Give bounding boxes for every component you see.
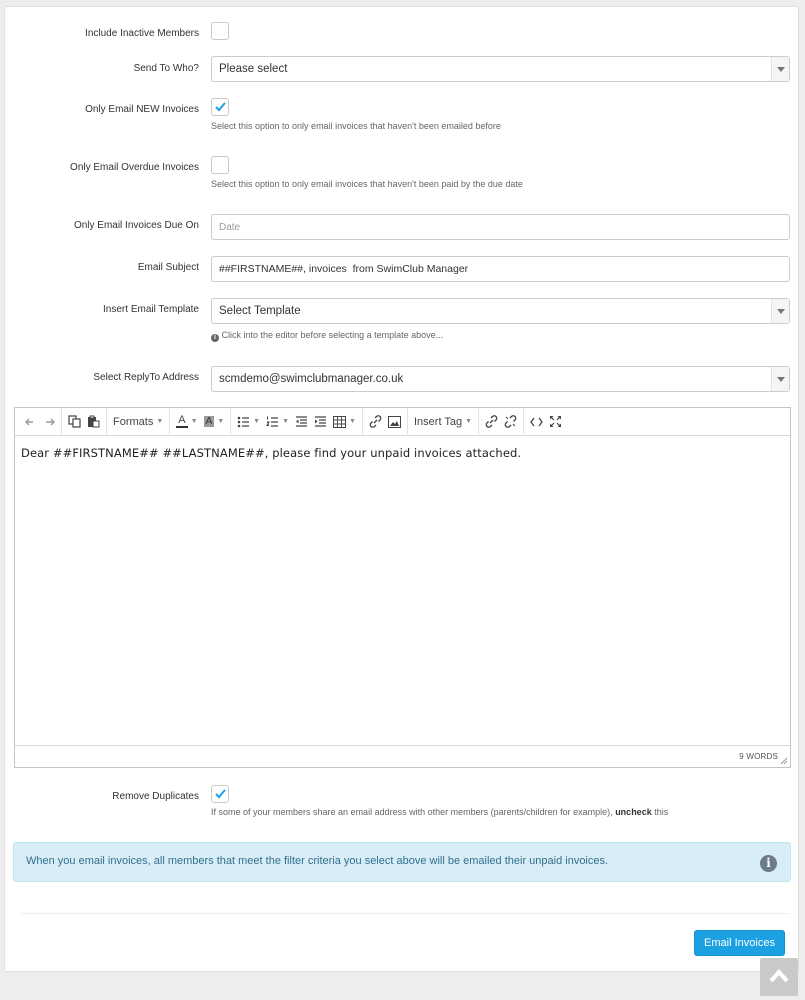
divider — [20, 913, 790, 914]
remove-duplicates-help-prefix: If some of your members share an email address with other members (parents/children for example), — [211, 807, 613, 817]
numbered-list-icon[interactable]: ▼ — [263, 411, 292, 433]
text-color-icon: A — [178, 414, 186, 426]
image-icon[interactable] — [385, 411, 404, 433]
paste-icon[interactable] — [84, 411, 103, 433]
formats-label: Formats — [113, 415, 154, 428]
indent-icon[interactable] — [311, 411, 330, 433]
only-new-help: Select this option to only email invoices that haven't been emailed before — [211, 121, 501, 131]
scroll-to-top-button[interactable] — [760, 958, 798, 996]
chevron-down-icon[interactable] — [771, 367, 789, 391]
info-icon: i — [760, 855, 777, 872]
chevron-down-icon[interactable] — [771, 57, 789, 81]
text-color-button[interactable]: A ▼ — [178, 414, 198, 426]
source-code-icon[interactable] — [527, 411, 546, 433]
email-invoices-button[interactable]: Email Invoices — [694, 930, 785, 956]
include-inactive-label: Include Inactive Members — [85, 28, 199, 39]
remove-duplicates-help-bold: uncheck — [615, 807, 652, 817]
resize-handle-icon[interactable] — [780, 757, 788, 765]
only-overdue-help: Select this option to only email invoices that haven't been paid by the due date — [211, 179, 523, 189]
template-help — [211, 330, 443, 342]
outdent-icon[interactable] — [292, 411, 311, 433]
info-alert-text: When you email invoices, all members that meet the filter criteria you select above will be emailed their unpaid invoices. — [26, 855, 609, 867]
unlink-icon[interactable] — [501, 411, 520, 433]
remove-duplicates-help — [211, 807, 668, 817]
only-new-checkbox[interactable] — [211, 98, 229, 116]
only-overdue-checkbox[interactable] — [211, 156, 229, 174]
checkmark-icon — [214, 100, 227, 113]
send-to-value: Please select — [219, 63, 288, 75]
only-new-label: Only Email NEW Invoices — [85, 104, 199, 115]
bullet-list-icon[interactable]: ▼ — [234, 411, 263, 433]
link-icon[interactable] — [366, 411, 385, 433]
remove-duplicates-checkbox[interactable] — [211, 785, 229, 803]
due-on-label: Only Email Invoices Due On — [73, 220, 199, 231]
editor-content[interactable]: Dear ##FIRSTNAME## ##LASTNAME##, please find your unpaid invoices attached. — [21, 446, 522, 460]
copy-icon[interactable] — [65, 411, 84, 433]
formats-dropdown[interactable]: Formats ▼ — [113, 415, 164, 428]
redo-icon[interactable] — [40, 411, 58, 433]
checkmark-icon — [214, 787, 227, 800]
only-overdue-label: Only Email Overdue Invoices — [70, 162, 199, 173]
chevron-up-icon — [769, 969, 789, 983]
remove-duplicates-label: Remove Duplicates — [112, 791, 199, 802]
reply-to-label: Select ReplyTo Address — [93, 372, 199, 383]
template-select[interactable] — [211, 298, 790, 324]
template-help-text: Click into the editor before selecting a template above... — [221, 330, 444, 340]
insert-link-icon[interactable] — [482, 411, 501, 433]
insert-template-label: Insert Email Template — [103, 304, 199, 315]
background-color-button[interactable]: A ▼ — [205, 416, 225, 427]
email-body-editor[interactable] — [14, 407, 791, 768]
editor-statusbar — [15, 745, 790, 767]
remove-duplicates-help-suffix: this — [654, 807, 669, 817]
editor-toolbar — [15, 408, 790, 436]
reply-to-value: scmdemo@swimclubmanager.co.uk — [219, 373, 404, 385]
info-circle-icon: i — [211, 334, 219, 342]
due-on-date-input[interactable] — [211, 214, 790, 240]
undo-icon[interactable] — [22, 411, 40, 433]
insert-tag-dropdown[interactable]: Insert Tag ▼ — [413, 415, 473, 428]
table-icon[interactable]: ▼ — [330, 411, 359, 433]
fullscreen-icon[interactable] — [546, 411, 565, 433]
chevron-down-icon[interactable] — [771, 299, 789, 323]
word-count: 9 WORDS — [739, 752, 778, 761]
insert-tag-label: Insert Tag — [413, 415, 463, 428]
reply-to-select[interactable] — [211, 366, 790, 392]
info-alert — [13, 842, 791, 882]
background-color-icon: A — [205, 416, 213, 427]
send-to-select[interactable] — [211, 56, 790, 82]
include-inactive-checkbox[interactable] — [211, 22, 229, 40]
send-to-label: Send To Who? — [133, 63, 199, 74]
template-value: Select Template — [219, 305, 301, 317]
email-subject-label: Email Subject — [137, 262, 199, 273]
email-subject-input[interactable] — [211, 256, 790, 282]
